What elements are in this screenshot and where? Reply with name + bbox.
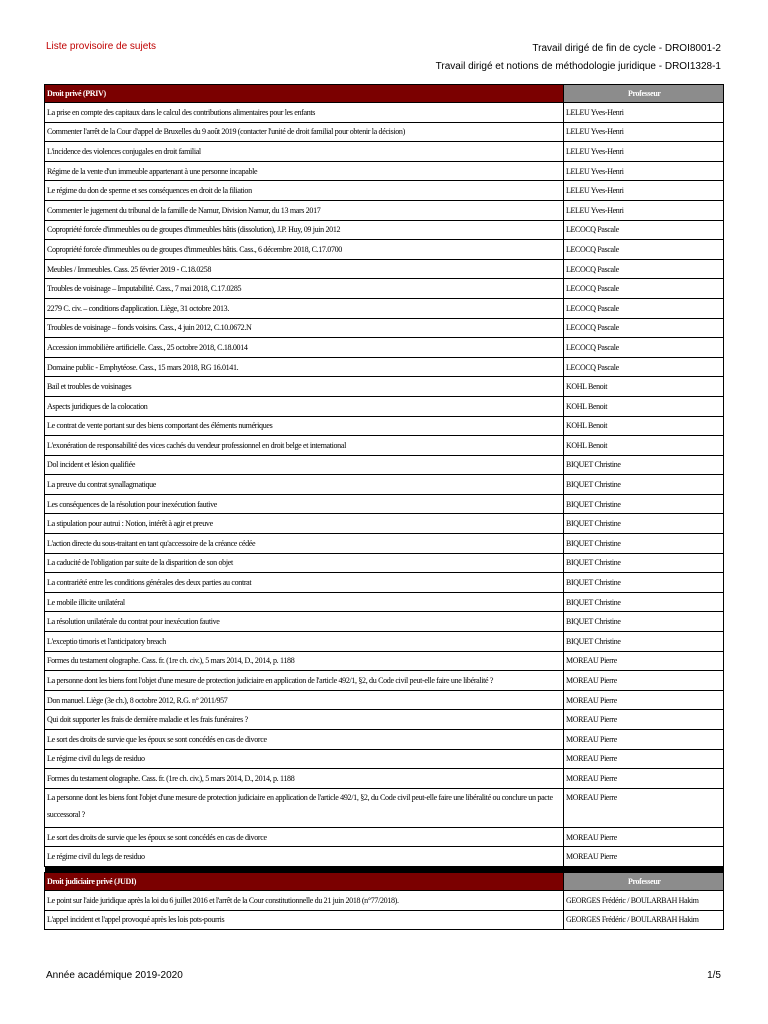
table-row [45,200,724,220]
subject-cell: La résolution unilatérale du contrat pour inexécution fautive [45,612,564,632]
subject-cell: Les conséquences de la résolution pour inexécution fautive [45,494,564,514]
subject-cell: Le sort des droits de survie que les époux se sont concédés en cas de divorce [45,827,564,847]
table-row [45,455,724,475]
table-row [45,573,724,593]
table-row [45,710,724,730]
professor-cell: LECOCQ Pascale [564,357,724,377]
subject-cell: Le contrat de vente portant sur des biens comportant des éléments numériques [45,416,564,436]
professor-cell: LELEU Yves-Henri [564,103,724,123]
table-row [45,910,724,930]
professor-cell: LECOCQ Pascale [564,279,724,299]
professor-cell: MOREAU Pierre [564,651,724,671]
professor-cell: MOREAU Pierre [564,788,724,827]
subject-cell: Commenter le jugement du tribunal de la famille de Namur, Division Namur, du 13 mars 2017 [45,200,564,220]
subject-cell: Le régime du don de sperme et ses conséquences en droit de la filiation [45,181,564,201]
section-header-row [45,872,724,890]
professor-cell: BIQUET Christine [564,553,724,573]
subject-cell: La personne dont les biens font l'objet d'une mesure de protection judiciaire en application de l'article 492/1, §2, du Code civil peut-elle faire une libéralité ? [45,671,564,691]
table-row [45,847,724,867]
subject-cell: L'exceptio timoris et l'anticipatory breach [45,632,564,652]
subjects-table [44,84,724,930]
subject-cell: La prise en compte des capitaux dans le calcul des contributions alimentaires pour les enfants [45,103,564,123]
subject-cell: Domaine public - Emphytéose. Cass., 15 mars 2018, RG 16.0141. [45,357,564,377]
professor-cell: LECOCQ Pascale [564,220,724,240]
subject-cell: La contrariété entre les conditions générales des deux parties au contrat [45,573,564,593]
professor-cell: LELEU Yves-Henri [564,142,724,162]
subject-cell: L'exonération de responsabilité des vices cachés du vendeur professionnel en droit belge et international [45,436,564,456]
subject-cell: Bail et troubles de voisinages [45,377,564,397]
table-row [45,279,724,299]
table-row [45,181,724,201]
table-row [45,651,724,671]
subject-cell: Formes du testament olographe. Cass. fr. (1re ch. civ.), 5 mars 2014, D., 2014, p. 1188 [45,651,564,671]
professor-cell: BIQUET Christine [564,494,724,514]
subject-cell: Dol incident et lésion qualifiée [45,455,564,475]
professor-cell: MOREAU Pierre [564,710,724,730]
table-row [45,122,724,142]
table-row [45,377,724,397]
professor-cell: GEORGES Frédéric / BOULARBAH Hakim [564,910,724,930]
subject-cell: Régime de la vente d'un immeuble appartenant à une personne incapable [45,161,564,181]
subject-cell: 2279 C. civ. – conditions d'application. Liège, 31 octobre 2013. [45,298,564,318]
table-row [45,827,724,847]
professor-cell: LELEU Yves-Henri [564,181,724,201]
subject-cell: La personne dont les biens font l'objet d'une mesure de protection judiciaire en application de l'article 492/1, §2, du Code civil peut-elle faire une libéralité ou conclure un pacte successoral ? [45,788,564,827]
table-row [45,416,724,436]
subject-cell: Le régime civil du legs de residuo [45,847,564,867]
section-header-row [45,85,724,103]
professor-cell: LECOCQ Pascale [564,338,724,358]
professor-cell: MOREAU Pierre [564,690,724,710]
professor-cell: MOREAU Pierre [564,827,724,847]
table-row [45,338,724,358]
professor-cell: BIQUET Christine [564,592,724,612]
table-row [45,730,724,750]
table-row [45,553,724,573]
professor-cell: LECOCQ Pascale [564,318,724,338]
professor-cell: KOHL Benoit [564,377,724,397]
subject-cell: L'action directe du sous-traitant en tant qu'accessoire de la créance cédée [45,534,564,554]
table-row [45,357,724,377]
professor-cell: KOHL Benoit [564,436,724,456]
subject-cell: Troubles de voisinage – Imputabilité. Cass., 7 mai 2018, C.17.0285 [45,279,564,299]
table-row [45,259,724,279]
professor-cell: LELEU Yves-Henri [564,200,724,220]
table-row [45,534,724,554]
table-row [45,612,724,632]
professor-cell: BIQUET Christine [564,455,724,475]
table-row [45,890,724,910]
professor-cell: BIQUET Christine [564,573,724,593]
table-row [45,690,724,710]
professor-cell: LECOCQ Pascale [564,259,724,279]
course-line-2: Travail dirigé et notions de méthodologie juridique - DROI1328-1 [435,61,721,72]
professor-cell: MOREAU Pierre [564,671,724,691]
professor-cell: BIQUET Christine [564,475,724,495]
subject-cell: Copropriété forcée d'immeubles ou de groupes d'immeubles bâtis (dissolution), J.P. Huy, 09 juin 2012 [45,220,564,240]
table-row [45,103,724,123]
professor-cell: MOREAU Pierre [564,847,724,867]
section-title: Droit privé (PRIV) [45,85,564,103]
professor-cell: MOREAU Pierre [564,749,724,769]
professor-cell: GEORGES Frédéric / BOULARBAH Hakim [564,890,724,910]
subject-cell: L'incidence des violences conjugales en droit familial [45,142,564,162]
professor-cell: LECOCQ Pascale [564,298,724,318]
academic-year: Année académique 2019-2020 [46,970,183,981]
table-row [45,788,724,827]
section-title: Droit judiciaire privé (JUDI) [45,872,564,890]
subject-cell: L'appel incident et l'appel provoqué après les lois pots-pourris [45,910,564,930]
table-row [45,436,724,456]
table-row [45,769,724,789]
table-row [45,220,724,240]
course-header [436,40,721,76]
professor-cell: BIQUET Christine [564,534,724,554]
course-line-1: Travail dirigé de fin de cycle - DROI8001-2 [532,43,721,54]
professor-cell: LELEU Yves-Henri [564,161,724,181]
subject-cell: Le sort des droits de survie que les époux se sont concédés en cas de divorce [45,730,564,750]
table-row [45,494,724,514]
professor-cell: KOHL Benoit [564,396,724,416]
subject-cell: Don manuel. Liège (3e ch.), 8 octobre 2012, R.G. n° 2011/957 [45,690,564,710]
table-row [45,318,724,338]
subject-cell: Qui doit supporter les frais de dernière maladie et les frais funéraires ? [45,710,564,730]
professor-cell: BIQUET Christine [564,514,724,534]
table-row [45,671,724,691]
subject-cell: Troubles de voisinage – fonds voisins. Cass., 4 juin 2012, C.10.0672.N [45,318,564,338]
table-row [45,142,724,162]
professor-column-header: Professeur [564,872,724,890]
table-row [45,298,724,318]
professor-cell: MOREAU Pierre [564,769,724,789]
table-row [45,396,724,416]
subject-cell: Meubles / Immeubles. Cass. 25 février 2019 - C.18.0258 [45,259,564,279]
table-row [45,514,724,534]
professor-cell: BIQUET Christine [564,612,724,632]
document-title: Liste provisoire de sujets [46,41,157,52]
professor-cell: LECOCQ Pascale [564,240,724,260]
subject-cell: Copropriété forcée d'immeubles ou de groupes d'immeubles bâtis. Cass., 6 décembre 2018, C.17.0700 [45,240,564,260]
subject-cell: La caducité de l'obligation par suite de la disparition de son objet [45,553,564,573]
subject-cell: Le mobile illicite unilatéral [45,592,564,612]
subject-cell: Commenter l'arrêt de la Cour d'appel de Bruxelles du 9 août 2019 (contacter l'unité de droit familial pour obtenir la décision) [45,122,564,142]
subject-cell: Accession immobilière artificielle. Cass., 25 octobre 2018, C.18.0014 [45,338,564,358]
subject-cell: La preuve du contrat synallagmatique [45,475,564,495]
table-row [45,161,724,181]
subject-cell: Aspects juridiques de la colocation [45,396,564,416]
subject-cell: Le point sur l'aide juridique après la loi du 6 juillet 2016 et l'arrêt de la Cour constitutionnelle du 21 juin 2018 (n°77/2018). [45,890,564,910]
subject-cell: Formes du testament olographe. Cass. fr. (1re ch. civ.), 5 mars 2014, D., 2014, p. 1188 [45,769,564,789]
subject-cell: La stipulation pour autrui : Notion, intérêt à agir et preuve [45,514,564,534]
professor-column-header: Professeur [564,85,724,103]
professor-cell: LELEU Yves-Henri [564,122,724,142]
table-row [45,240,724,260]
table-row [45,475,724,495]
professor-cell: BIQUET Christine [564,632,724,652]
table-row [45,592,724,612]
subject-cell: Le régime civil du legs de residuo [45,749,564,769]
professor-cell: KOHL Benoit [564,416,724,436]
table-row [45,749,724,769]
professor-cell: MOREAU Pierre [564,730,724,750]
table-row [45,632,724,652]
page-number: 1/5 [707,970,721,981]
